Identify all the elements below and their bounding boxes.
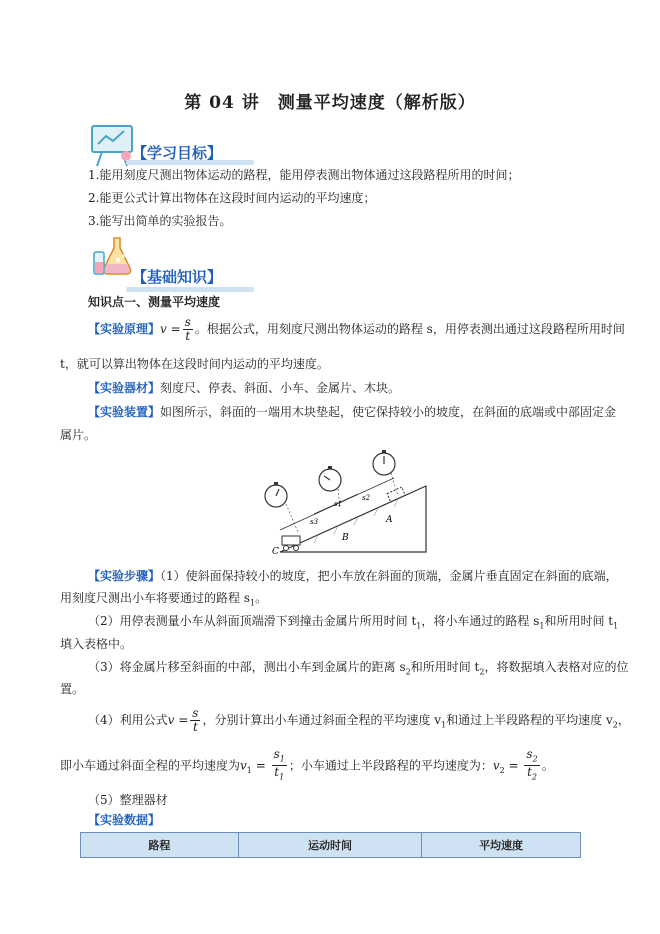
step1-text: （1）使斜面保持较小的坡度，把小车放在斜面的顶端，金属片垂直固定在斜面的底端，	[160, 569, 618, 583]
step3-line	[88, 659, 628, 680]
label-a: A	[386, 515, 393, 525]
principle-tag: 【实验原理】	[88, 322, 161, 336]
step2-mid: ，将小车通过的路程 s	[421, 614, 540, 628]
step1-b: 用刻度尺测出小车将要通过的路程 s	[60, 591, 250, 605]
step4-end2: ，	[617, 713, 630, 727]
formula-denominator: t	[274, 765, 280, 780]
step1-text-cont	[60, 590, 267, 611]
data-tag: 【实验数据】	[88, 813, 161, 827]
principle-text-cont: t，就可以算出物体在这段时间内运动的平均速度。	[60, 357, 329, 371]
page-title: 第 04 讲 测量平均速度（解析版）	[184, 93, 476, 113]
formula-denominator: t	[527, 765, 532, 780]
label-s3: s3	[310, 518, 319, 526]
step2-mid2: 和所用时间 t	[544, 614, 614, 628]
stopwatch-icon	[265, 482, 287, 507]
principle-text: 。根据公式，用刻度尺测出物体运动的路程 s，用停表测出通过这段路程所用时间	[194, 322, 625, 336]
label-b: B	[342, 533, 349, 543]
incline-diagram	[258, 448, 430, 558]
formula-fraction	[524, 748, 539, 784]
sub-index: 1	[249, 598, 256, 608]
step3-end: ，将数据填入表格对应的位	[484, 660, 629, 674]
data-table	[80, 832, 581, 858]
basics-heading: 【基础知识】	[132, 268, 223, 286]
step1-end: 。	[255, 591, 268, 605]
knowledge-point-title: 知识点一、测量平均速度	[88, 295, 221, 309]
formula-numerator: s	[526, 747, 533, 761]
sub-index: 1	[416, 621, 422, 631]
setup-text: 如图所示，斜面的一端用木块垫起，使它保持较小的坡度，在斜面的底端或中部固定金	[160, 405, 617, 419]
step4-line	[88, 706, 630, 739]
step3-a: （3）将金属片移至斜面的中部，测出小车到金属片的距离 s	[88, 660, 406, 674]
table-header-cell: 运动时间	[238, 833, 421, 858]
sub-index: 1	[279, 754, 285, 764]
steps-line	[88, 568, 618, 584]
formula-fraction	[183, 316, 193, 343]
cart-icon	[282, 536, 300, 551]
step2-text-cont: 填入表格中。	[60, 637, 133, 651]
sub-index: 1	[441, 720, 447, 730]
sub-index: 1	[279, 772, 285, 782]
step4-b-mid: ；小车通过上半段路程的平均速度为：	[288, 758, 493, 773]
label-s1: s1	[334, 500, 343, 508]
principle-line	[88, 316, 625, 343]
sub-index: 2	[479, 667, 485, 677]
formula-lhs: v	[492, 758, 500, 773]
step2-a: （2）用停表测量小车从斜面顶端滑下到撞击金属片所用时间 t	[88, 614, 417, 628]
materials-tag: 【实验器材】	[88, 381, 161, 395]
sub-index: 1	[613, 621, 619, 631]
formula-fraction	[272, 748, 287, 784]
goal-item: 2.能更公式计算出物体在这段时间内运动的平均速度；	[88, 191, 376, 205]
materials-line	[88, 380, 400, 396]
flask-icon	[90, 234, 136, 278]
formula-numerator: s	[192, 706, 199, 720]
step4-mid: ，分别计算出小车通过斜面全程的平均速度 v	[202, 713, 442, 727]
table-header-cell: 路程	[81, 833, 239, 858]
stopwatch-icon	[319, 466, 341, 491]
step3-text-cont: 置。	[60, 682, 85, 696]
steps-tag: 【实验步骤】	[88, 569, 161, 583]
formula-numerator: s	[184, 315, 191, 329]
basics-heading-bar	[126, 287, 254, 292]
sub-index: 1	[246, 765, 252, 775]
sub-index: 1	[539, 621, 545, 631]
setup-text-cont: 属片。	[60, 428, 97, 442]
sub-index: 2	[612, 720, 618, 730]
sub-index: 2	[499, 765, 505, 775]
step2-line	[88, 613, 618, 634]
stopwatch-icon	[373, 450, 395, 475]
materials-text: 刻度尺、停表、斜面、小车、金属片、木块。	[160, 381, 401, 395]
label-c: C	[272, 547, 279, 557]
step4-end: 和通过上半段路程的平均速度 v	[446, 713, 613, 727]
table-header-cell: 平均速度	[422, 833, 581, 858]
formula-lhs: v =	[160, 322, 181, 336]
step5-line: （5）整理器材	[88, 793, 168, 807]
goal-item: 1.能用刻度尺测出物体运动的路程，能用停表测出物体通过这段路程所用的时间；	[88, 168, 520, 182]
formula-numerator: s	[273, 747, 280, 761]
formula-denominator: t	[185, 329, 191, 343]
setup-tag: 【实验装置】	[88, 405, 161, 419]
formula-fraction	[190, 707, 200, 734]
goals-heading: 【学习目标】	[132, 144, 223, 162]
formula-denominator: t	[192, 720, 198, 734]
table-header-row	[81, 833, 581, 858]
sub-index: 2	[532, 754, 538, 764]
step4-b: 即小车通过斜面全程的平均速度为	[60, 758, 241, 773]
label-s2: s2	[362, 494, 371, 502]
step4-text-cont: 即小车通过斜面全程的平均速度为$v_1$ = $\frac{s_1}{t_1}$ ；小车通过上半段路程的平均速度为：$v_2$ = $\frac{s_2}{t_2}$ 。	[60, 747, 554, 782]
formula-lhs: v	[240, 758, 247, 773]
step4-a: （4）利用公式	[88, 713, 168, 727]
sub-index: 2	[405, 667, 411, 677]
setup-line	[88, 404, 616, 420]
formula-lhs: v =	[167, 713, 189, 727]
step4-b-end: 。	[541, 758, 554, 773]
step3-mid: 和所用时间 t	[410, 660, 480, 674]
data-heading	[88, 812, 160, 828]
goal-item: 3.能写出简单的实验报告。	[88, 214, 232, 228]
sub-index: 2	[531, 772, 538, 782]
